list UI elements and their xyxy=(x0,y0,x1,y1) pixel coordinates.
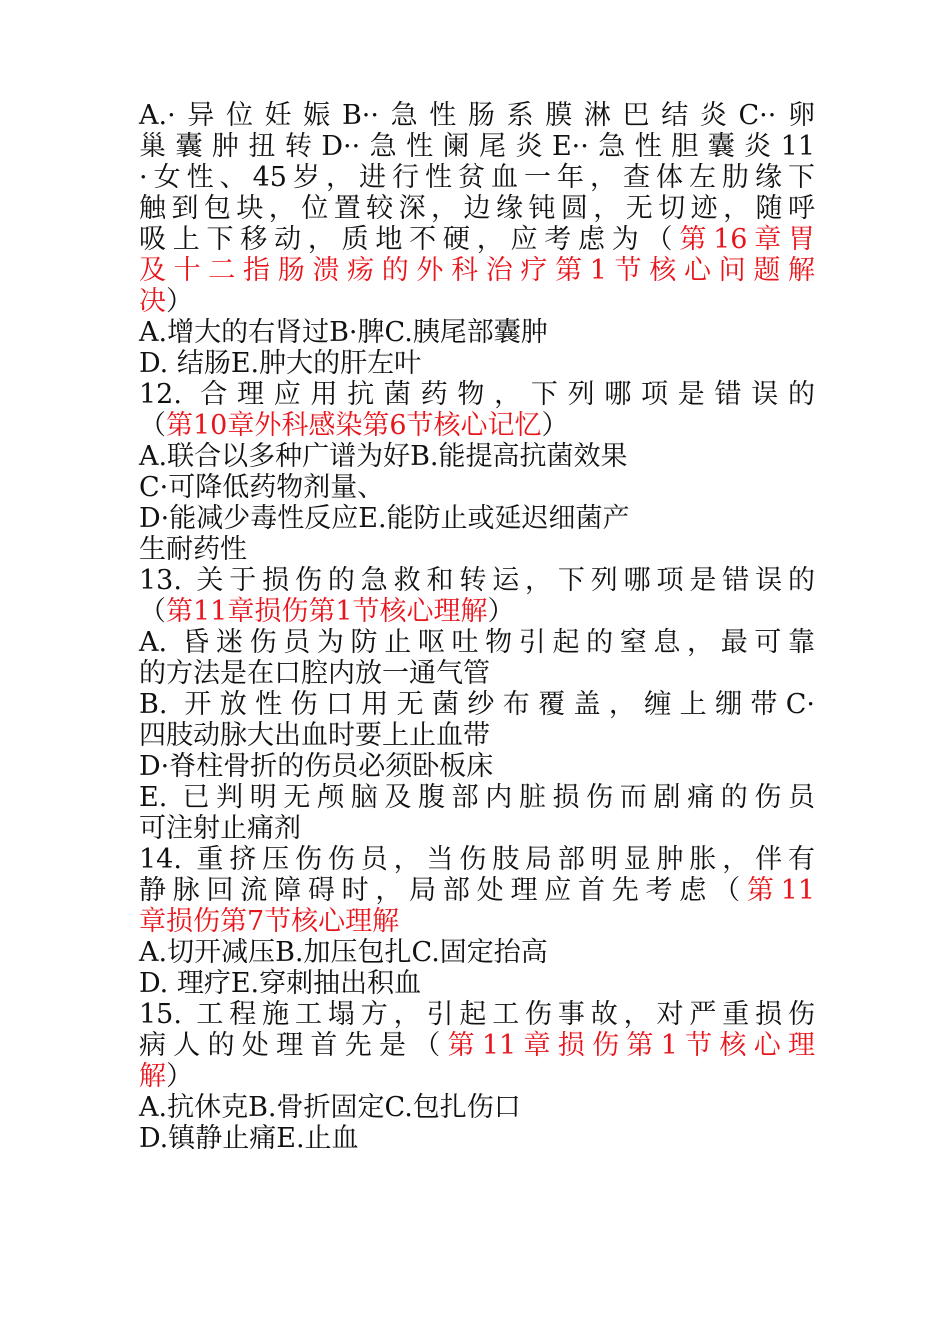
line-text: 触到包块，位置较深，边缘钝圆，无切迹，随呼 xyxy=(139,193,815,224)
line-text: A.·异位妊娠B··急性肠系膜淋巴结炎C··卵 xyxy=(139,100,815,131)
line-text: 生耐药性 xyxy=(139,534,247,565)
text-line xyxy=(139,1092,815,1123)
text-line xyxy=(139,999,815,1030)
line-text: D.镇静止痛E.止血 xyxy=(139,1123,359,1154)
text-line xyxy=(139,627,815,658)
line-text: 巢囊肿扭转D··急性阑尾炎E··急性胆囊炎11 xyxy=(139,131,815,162)
text-line xyxy=(139,503,815,534)
text-line xyxy=(139,348,815,379)
text-line xyxy=(139,1061,815,1092)
chapter-reference: 章损伤第7节核心理解 xyxy=(139,906,400,937)
line-text: D. 结肠E.肿大的肝左叶 xyxy=(139,348,422,379)
chapter-reference: 第11 xyxy=(746,875,816,906)
text-line xyxy=(139,596,815,627)
document-page xyxy=(139,100,815,1154)
text-line xyxy=(139,751,815,782)
text-line xyxy=(139,441,815,472)
text-line xyxy=(139,720,815,751)
line-text: 可注射止痛剂 xyxy=(139,813,301,844)
line-text: ·女性、45岁，进行性贫血一年，查体左肋缘下 xyxy=(139,162,815,193)
chapter-reference: 及十二指肠溃疡的外科治疗第1节核心问题解 xyxy=(139,255,815,286)
text-line xyxy=(139,534,815,565)
line-text: ） xyxy=(166,286,193,317)
text-line xyxy=(139,906,815,937)
text-line xyxy=(139,255,815,286)
line-text: 13. 关于损伤的急救和转运，下列哪项是错误的 xyxy=(139,565,815,596)
text-line xyxy=(139,1123,815,1154)
line-text: 病人的处理首先是（ xyxy=(139,1030,448,1061)
line-text: A.抗休克B.骨折固定C.包扎伤口 xyxy=(139,1092,521,1123)
text-line xyxy=(139,100,815,131)
text-line xyxy=(139,689,815,720)
chapter-reference: 第11章损伤第1节核心理 xyxy=(447,1030,815,1061)
text-line xyxy=(139,968,815,999)
line-text: （ xyxy=(139,410,166,441)
text-line xyxy=(139,813,815,844)
chapter-reference: 解 xyxy=(139,1061,166,1092)
line-text: 14. 重挤压伤伤员，当伤肢局部明显肿胀，伴有 xyxy=(139,844,815,875)
text-line xyxy=(139,162,815,193)
line-text: ） xyxy=(541,410,569,441)
text-line xyxy=(139,286,815,317)
line-text: D·能减少毒性反应E.能防止或延迟细菌产 xyxy=(139,503,630,534)
text-line xyxy=(139,472,815,503)
text-line xyxy=(139,1030,815,1061)
line-text: D. 理疗E.穿刺抽出积血 xyxy=(139,968,422,999)
text-line xyxy=(139,875,815,906)
line-text: A.切开减压B.加压包扎C.固定抬高 xyxy=(139,937,548,968)
line-text: 静脉回流障碍时，局部处理应首先考虑（ xyxy=(139,875,747,906)
line-text: D·脊柱骨折的伤员必须卧板床 xyxy=(139,751,494,782)
line-text: 15. 工程施工塌方，引起工伤事故，对严重损伤 xyxy=(139,999,815,1030)
line-text: E. 已判明无颅脑及腹部内脏损伤而剧痛的伤员 xyxy=(139,782,815,813)
text-line xyxy=(139,844,815,875)
line-text: C·可降低药物剂量、 xyxy=(139,472,385,503)
line-text: 12. 合理应用抗菌药物，下列哪项是错误的 xyxy=(139,379,815,410)
line-text: A.增大的右肾过B·脾C.胰尾部囊肿 xyxy=(139,317,548,348)
line-text: 吸上下移动，质地不硬，应考虑为（ xyxy=(139,224,680,255)
text-line xyxy=(139,937,815,968)
chapter-reference: 第11章损伤第1节核心理解 xyxy=(166,596,488,627)
line-text: A. 昏迷伤员为防止呕吐物引起的窒息，最可靠 xyxy=(139,627,815,658)
text-line xyxy=(139,410,815,441)
line-text: ） xyxy=(166,1061,193,1092)
text-line xyxy=(139,193,815,224)
line-text: 四肢动脉大出血时要上止血带 xyxy=(139,720,490,751)
text-line xyxy=(139,224,815,255)
line-text: （ xyxy=(139,596,166,627)
line-text: A.联合以多种广谱为好B.能提高抗菌效果 xyxy=(139,441,628,472)
text-line xyxy=(139,317,815,348)
chapter-reference: 第16章胃 xyxy=(679,224,815,255)
chapter-reference: 第10章外科感染第6节核心记忆 xyxy=(166,410,542,441)
line-text: ） xyxy=(487,596,515,627)
text-line xyxy=(139,565,815,596)
text-line xyxy=(139,658,815,689)
chapter-reference: 决 xyxy=(139,286,166,317)
line-text: 的方法是在口腔内放一通气管 xyxy=(139,658,490,689)
line-text: B. 开放性伤口用无菌纱布覆盖，缠上绷带C· xyxy=(139,689,815,720)
text-line xyxy=(139,782,815,813)
text-line xyxy=(139,131,815,162)
text-line xyxy=(139,379,815,410)
